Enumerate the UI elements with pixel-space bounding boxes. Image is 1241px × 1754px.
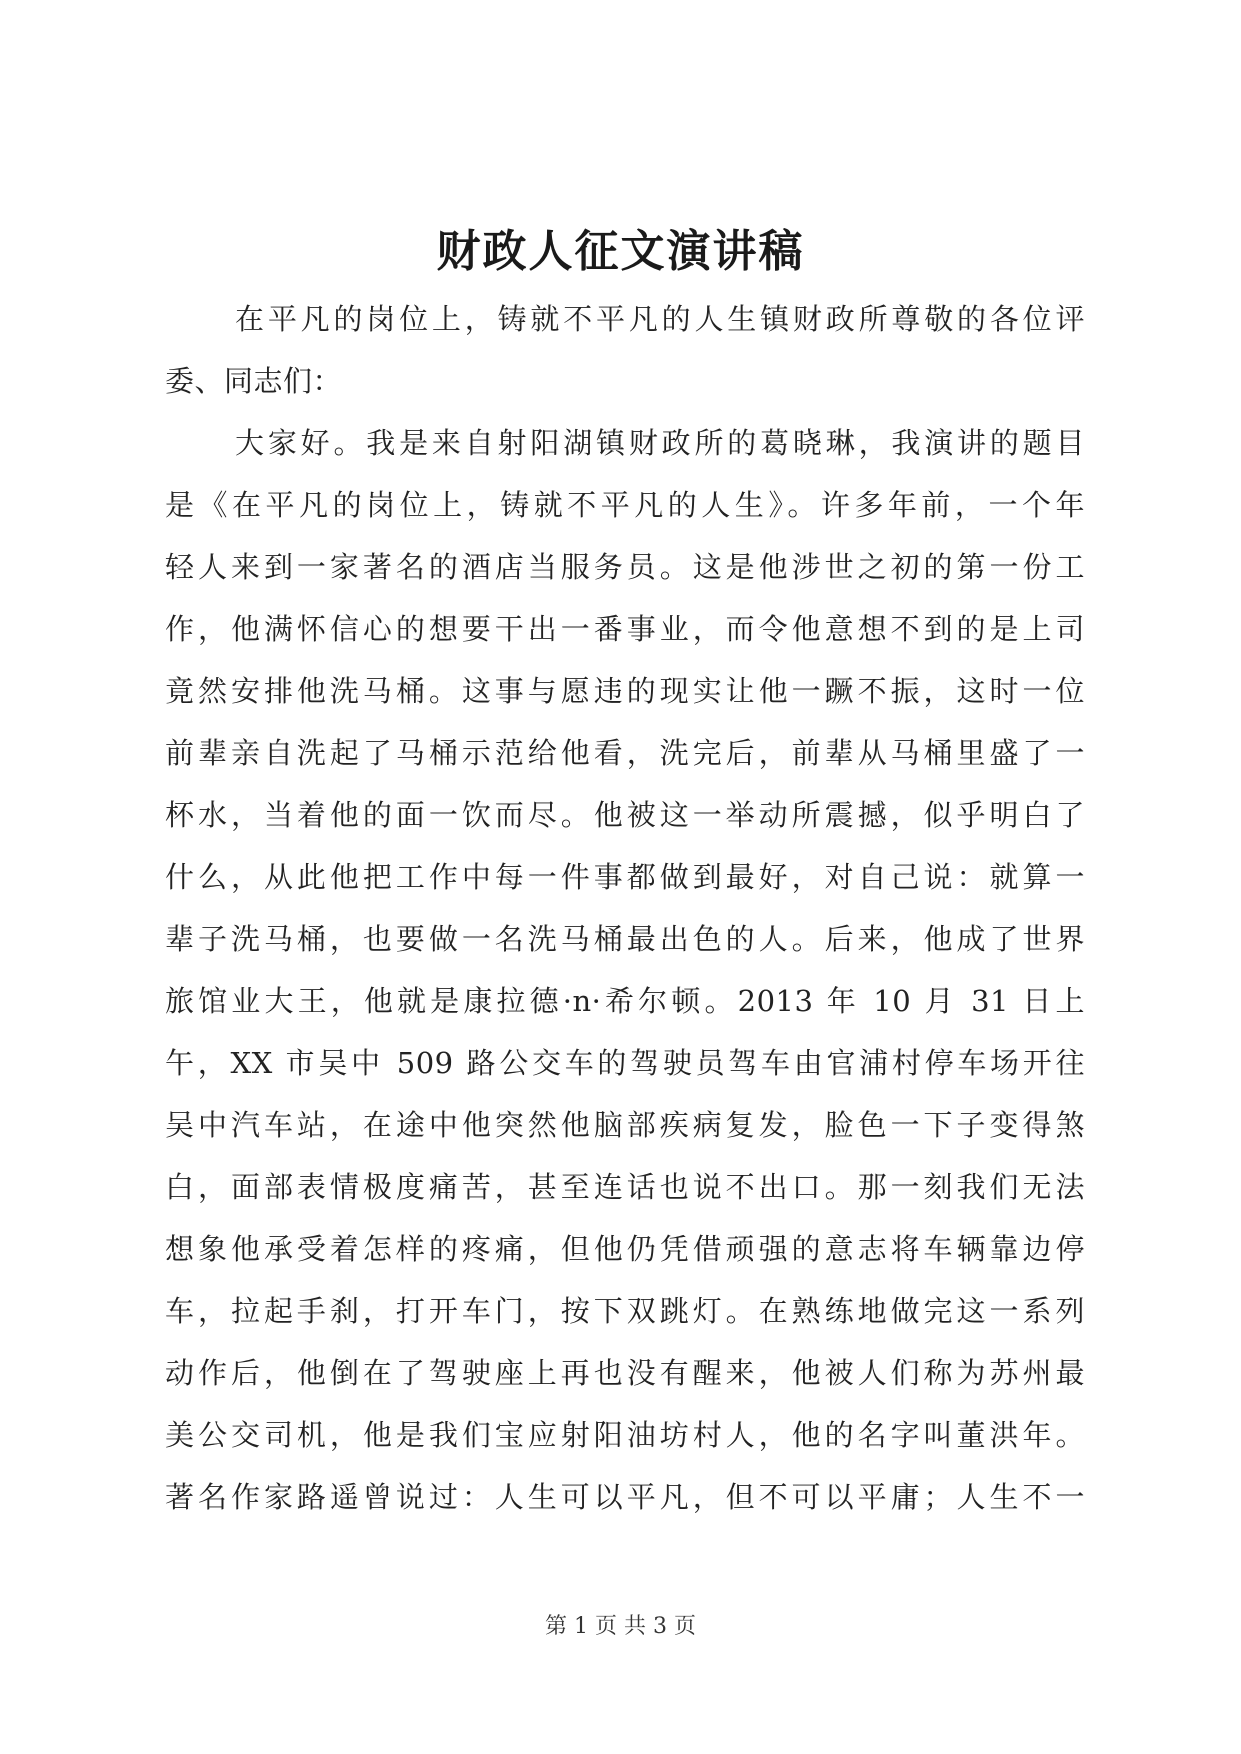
paragraph-line: 什么，从此他把工作中每一件事都做到最好，对自己说：就算一 (165, 860, 1085, 894)
document-title: 财政人征文演讲稿 (436, 226, 805, 277)
paragraph-line: 想象他承受着怎样的疼痛，但他仍凭借顽强的意志将车辆靠边停 (165, 1232, 1085, 1266)
paragraph-line: 作，他满怀信心的想要干出一番事业，而令他意想不到的是上司 (165, 612, 1085, 646)
paragraph-line: 轻人来到一家著名的酒店当服务员。这是他涉世之初的第一份工 (165, 550, 1085, 584)
paragraph-line: 竟然安排他洗马桶。这事与愿违的现实让他一蹶不振，这时一位 (165, 674, 1085, 708)
paragraph-line: 委、同志们： (165, 364, 343, 398)
paragraph-line: 在平凡的岗位上，铸就不平凡的人生镇财政所尊敬的各位评 (235, 302, 1085, 336)
paragraph-line: 白，面部表情极度痛苦，甚至连话也说不出口。那一刻我们无法 (165, 1170, 1085, 1204)
paragraph-line: 辈子洗马桶，也要做一名洗马桶最出色的人。后来，他成了世界 (165, 922, 1085, 956)
paragraph-line: 美公交司机，他是我们宝应射阳油坊村人，他的名字叫董洪年。 (165, 1418, 1085, 1452)
paragraph-line: 午，XX 市吴中 509 路公交车的驾驶员驾车由官浦村停车场开往 (165, 1046, 1085, 1080)
paragraph-line: 动作后，他倒在了驾驶座上再也没有醒来，他被人们称为苏州最 (165, 1356, 1085, 1390)
page-number-footer: 第 1 页 共 3 页 (545, 1614, 696, 1639)
paragraph-line: 旅馆业大王，他就是康拉德·n·希尔顿。2013 年 10 月 31 日上 (165, 984, 1085, 1018)
document-body (165, 288, 1085, 1528)
paragraph-line: 著名作家路遥曾说过：人生可以平凡，但不可以平庸；人生不一 (165, 1480, 1085, 1514)
paragraph-line: 杯水，当着他的面一饮而尽。他被这一举动所震撼，似乎明白了 (165, 798, 1085, 832)
paragraph-line: 前辈亲自洗起了马桶示范给他看，洗完后，前辈从马桶里盛了一 (165, 736, 1085, 770)
paragraph-line: 大家好。我是来自射阳湖镇财政所的葛晓琳，我演讲的题目 (235, 426, 1085, 460)
paragraph-line: 车，拉起手刹，打开车门，按下双跳灯。在熟练地做完这一系列 (165, 1294, 1085, 1328)
paragraph-line: 是《在平凡的岗位上，铸就不平凡的人生》。许多年前，一个年 (165, 488, 1085, 522)
paragraph-line: 吴中汽车站，在途中他突然他脑部疾病复发，脸色一下子变得煞 (165, 1108, 1085, 1142)
